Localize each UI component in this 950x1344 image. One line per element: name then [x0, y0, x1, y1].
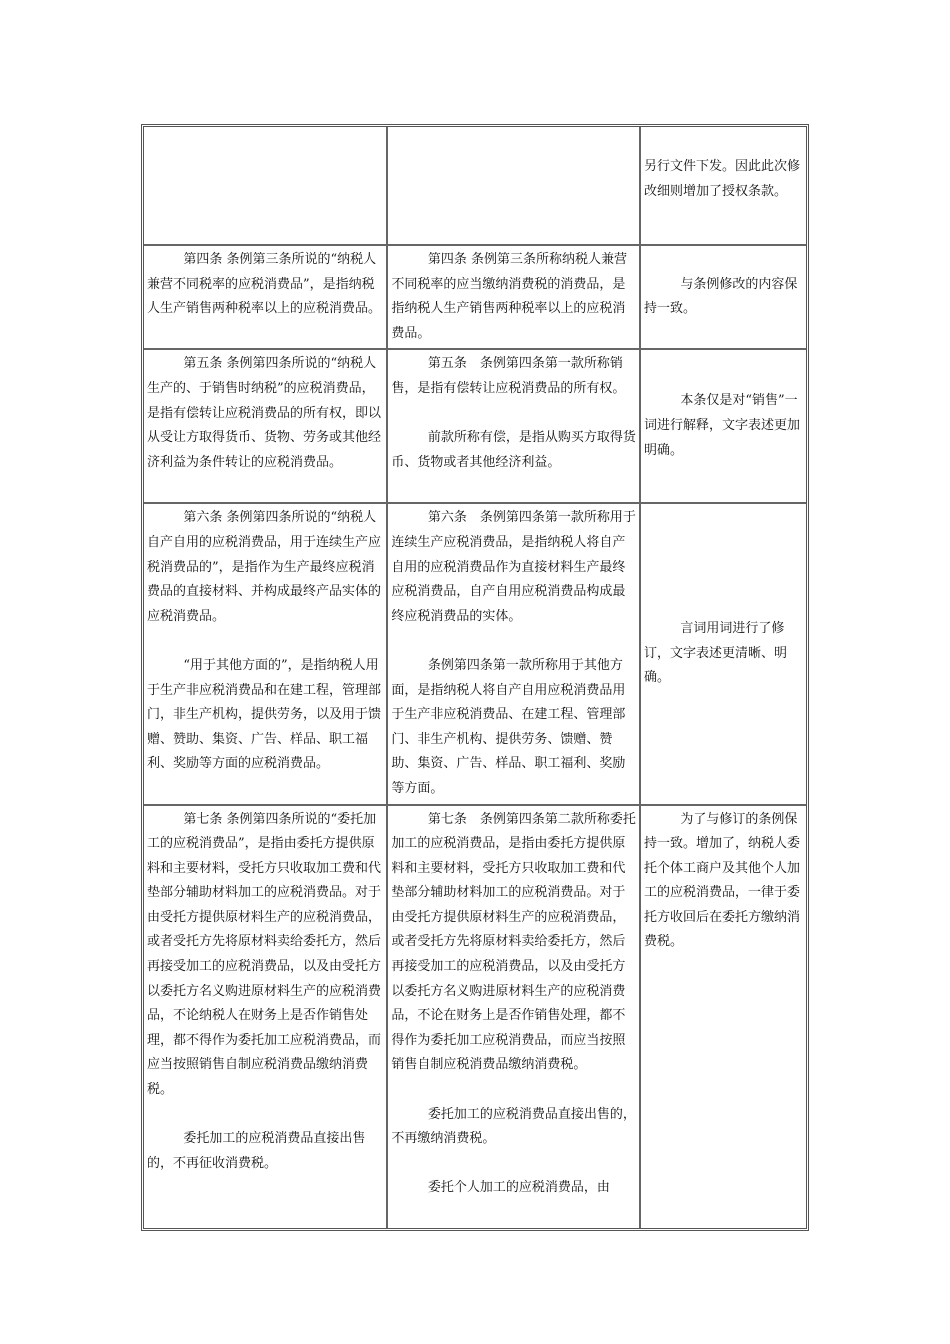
explanation-cell	[641, 350, 806, 504]
new-rule-paragraph: 第六条 条例第四条第一款所称用于连续生产应税消费品，是指纳税人将自产自用的应税消费品作为直接材料生产最终应税消费品，自产自用应税消费品构成最终应税消费品的实体。	[391, 510, 636, 624]
old-rule-cell	[144, 350, 388, 504]
new-rule-cell	[388, 350, 641, 504]
table-row	[144, 350, 806, 504]
explanation-paragraph: 另行文件下发。因此此次修改细则增加了授权条款。	[644, 159, 801, 199]
new-rule-paragraph: 第七条 条例第四条第二款所称委托加工的应税消费品，是指由委托方提供原料和主要材料，受托方只收取加工费和代垫部分辅助材料加工的应税消费品。对于由受托方提供原材料生产的应税消费品，或者受托方先将原材料卖给委托方，然后再接受加工的应税消费品，以及由受托方以委托方名义购进原材料生产的应税消费品，不论在财务上是否作销售处理，都不得作为委托加工应税消费品，而应当按照销售自制应税消费品缴纳消费税。	[391, 811, 636, 1073]
explanation-cell	[641, 127, 806, 246]
new-rule-cell	[388, 806, 641, 1228]
old-rule-paragraph: 第四条 条例第三条所说的“纳税人兼营不同税率的应税消费品”，是指纳税人生产销售两种税率以上的应税消费品。	[147, 252, 382, 317]
new-rule-paragraph: 第五条 条例第四条第一款所称销售，是指有偿转让应税消费品的所有权。	[391, 356, 626, 396]
old-rule-cell	[144, 127, 388, 246]
old-rule-cell	[144, 246, 388, 350]
new-rule-paragraph: 第四条 条例第三条所称纳税人兼营不同税率的应当缴纳消费税的消费品，是指纳税人生产销售两种税率以上的应税消费品。	[391, 252, 627, 341]
table-row	[144, 806, 806, 1228]
new-rule-cell	[388, 504, 641, 805]
explanation-paragraph: 为了与修订的条例保持一致。增加了，纳税人委托个体工商户及其他个人加工的应税消费品，一律于委托方收回后在委托方缴纳消费税。	[644, 811, 801, 950]
new-rule-paragraph: 前款所称有偿，是指从购买方取得货币、货物或者其他经济利益。	[391, 430, 636, 470]
table-row	[144, 246, 806, 350]
new-rule-paragraph: 委托个人加工的应税消费品，由	[427, 1180, 610, 1196]
table-row	[144, 127, 806, 246]
new-rule-paragraph: 条例第四条第一款所称用于其他方面，是指纳税人将自产自用应税消费品用于生产非应税消费品、在建工程、管理部门、非生产机构、提供劳务、馈赠、赞助、集资、广告、样品、职工福利、奖励等方面。	[391, 657, 626, 796]
new-rule-paragraph: 委托加工的应税消费品直接出售的，不再缴纳消费税。	[391, 1106, 636, 1147]
old-rule-paragraph: “用于其他方面的”，是指纳税人用于生产非应税消费品和在建工程，管理部门，非生产机构，提供劳务，以及用于馈赠、赞助、集资、广告、样品、职工福利、奖励等方面的应税消费品。	[147, 657, 382, 772]
old-rule-paragraph: 第七条 条例第四条所说的“委托加工的应税消费品”，是指由委托方提供原料和主要材料，受托方只收取加工费和代垫部分辅助材料加工的应税消费品。对于由受托方提供原材料生产的应税消费品，或者受托方先将原材料卖给委托方，然后再接受加工的应税消费品，以及由受托方以委托方名义购进原材料生产的应税消费品，不论纳税人在财务上是否作销售处理，都不得作为委托加工应税消费品，而应当按照销售自制应税消费品缴纳消费税。	[147, 811, 382, 1098]
new-rule-cell	[388, 127, 641, 246]
old-rule-cell	[144, 806, 388, 1228]
comparison-table	[141, 124, 809, 1231]
explanation-cell	[641, 246, 806, 350]
explanation-cell	[641, 504, 806, 805]
explanation-cell	[641, 806, 806, 1228]
old-rule-paragraph: 第五条 条例第四条所说的“纳税人生产的、于销售时纳税”的应税消费品，是指有偿转让应税消费品的所有权，即以从受让方取得货币、货物、劳务或其他经济利益为条件转让的应税消费品。	[147, 356, 382, 470]
explanation-paragraph: 与条例修改的内容保持一致。	[644, 276, 798, 317]
new-rule-cell	[388, 246, 641, 350]
explanation-paragraph: 本条仅是对“销售”一词进行解释，文字表述更加明确。	[644, 393, 801, 458]
old-rule-paragraph: 第六条 条例第四条所说的“纳税人自产自用的应税消费品，用于连续生产应税消费品的”，是指作为生产最终应税消费品的直接材料、并构成最终产品实体的应税消费品。	[147, 510, 382, 624]
explanation-paragraph: 言词用词进行了修订，文字表述更清晰、明确。	[644, 621, 788, 686]
old-rule-cell	[144, 504, 388, 805]
old-rule-paragraph: 委托加工的应税消费品直接出售的，不再征收消费税。	[147, 1131, 366, 1171]
table-row	[144, 504, 806, 805]
